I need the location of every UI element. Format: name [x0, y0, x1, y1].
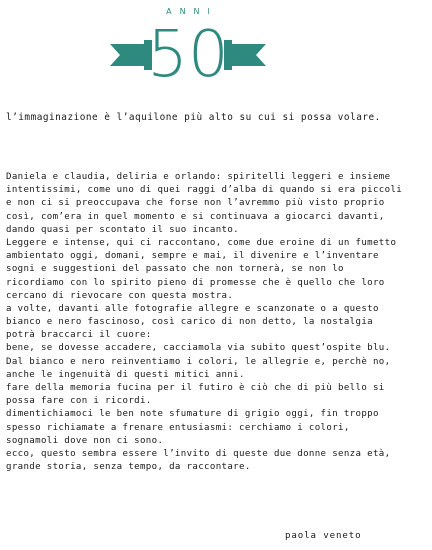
logo-label: ANNI — [166, 7, 218, 16]
paragraph-line: grande storia, senza tempo, da raccontare. — [6, 462, 251, 473]
paragraph-line: Daniela e claudia, deliria e orlando: spiritelli leggeri e insieme — [6, 172, 391, 182]
paragraph-line: bene, se dovesse accadere, cacciamola via subito quest’ospite blu. — [6, 343, 391, 354]
author-signature: paola veneto — [285, 531, 362, 541]
paragraph-line: Leggere e intense, qui ci raccontano, come due eroine di un fumetto — [6, 237, 397, 248]
logo-number: 50 — [147, 18, 229, 82]
paragraph-line: anche le ingenuità di questi mitici anni. — [6, 369, 245, 380]
paragraph-line: ambientato oggi, domani, sempre e mai, il divenire e l’inventare — [6, 251, 379, 262]
paragraph-line: ecco, questo sembra essere l’invito di queste due donne senza età, — [6, 448, 391, 459]
paragraph-line: a volte, davanti alle fotografie allegre e scanzonate o a questo — [6, 303, 379, 314]
paragraph-line: fare della memoria fucina per il futiro è ciò che di più bello si — [6, 383, 385, 393]
paragraph-line: intentissimi, come uno di quei raggi d’alba di quando si era piccoli — [6, 185, 403, 196]
paragraph-line: sogni e suggestioni del passato che non tornerà, se non lo — [6, 264, 344, 275]
paragraph-line: possa fare con i ricordi. — [6, 396, 152, 407]
paragraph-line: bianco e nero fascinoso, così carico di non detto, la nostalgia — [6, 317, 373, 328]
paragraph-line: ricordiamo con lo spirito pieno di promesse che è quello che loro — [6, 277, 385, 288]
paragraph-line: cercano di rievocare con questa mostra. — [6, 290, 234, 301]
anni-50-logo — [108, 4, 268, 82]
paragraph-line: Dal bianco e nero reinventiamo i colori, le allegrie e, perchè no, — [6, 356, 391, 367]
paragraph-line: e non ci si preoccupava che forse non l’avremmo più visto proprio — [6, 198, 385, 209]
paragraph-line: così, com’era in quel momento e si continuava a giocarci davanti, — [6, 211, 385, 222]
paragraph-line: dando quasi per scontato il suo incanto. — [6, 224, 239, 235]
body-paragraph — [6, 171, 430, 474]
paragraph-line: dimentichiamoci le ben note sfumature di grigio oggi, fin troppo — [6, 409, 379, 420]
paragraph-line: potrà braccarci il cuore: — [6, 330, 152, 341]
paragraph-line: spesso richiamate a frenare entusiasmi: cerchiamo i colori, — [6, 422, 350, 433]
paragraph-line: sognamoli dove non ci sono. — [6, 435, 164, 446]
quote-line: l’immaginazione è l’aquilone più alto su cui si possa volare. — [6, 112, 381, 123]
